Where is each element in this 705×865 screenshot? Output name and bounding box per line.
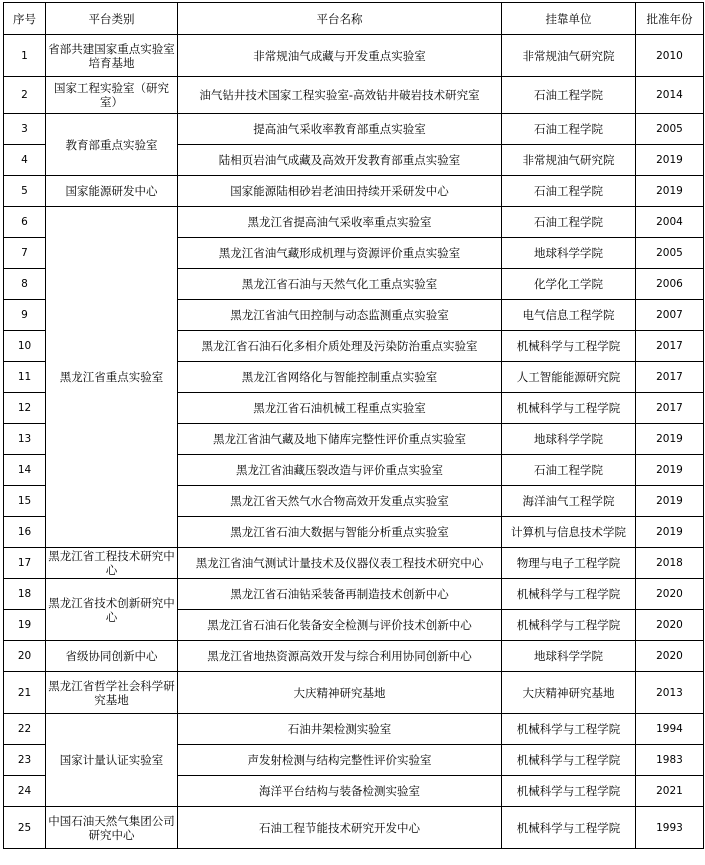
- platform-category: 黑龙江省技术创新研究中心: [46, 579, 178, 641]
- approval-year: 2007: [636, 300, 704, 331]
- platform-category: 黑龙江省重点实验室: [46, 207, 178, 548]
- platform-name: 黑龙江省石油石化装备安全检测与评价技术创新中心: [178, 610, 502, 641]
- table-row: [4, 714, 704, 745]
- platform-category: 省级协同创新中心: [46, 641, 178, 672]
- approval-year: 2014: [636, 77, 704, 114]
- table-row: [4, 207, 704, 238]
- platform-category: 省部共建国家重点实验室培育基地: [46, 35, 178, 77]
- row-number: 25: [4, 807, 46, 849]
- affiliated-unit: 石油工程学院: [502, 77, 636, 114]
- approval-year: 1994: [636, 714, 704, 745]
- affiliated-unit: 非常规油气研究院: [502, 35, 636, 77]
- affiliated-unit: 化学化工学院: [502, 269, 636, 300]
- approval-year: 2006: [636, 269, 704, 300]
- approval-year: 2017: [636, 362, 704, 393]
- row-number: 5: [4, 176, 46, 207]
- row-number: 22: [4, 714, 46, 745]
- affiliated-unit: 机械科学与工程学院: [502, 807, 636, 849]
- platform-name: 黑龙江省石油机械工程重点实验室: [178, 393, 502, 424]
- platform-category: 国家能源研发中心: [46, 176, 178, 207]
- table-row: [4, 35, 704, 77]
- row-number: 11: [4, 362, 46, 393]
- table-row: [4, 579, 704, 610]
- affiliated-unit: 非常规油气研究院: [502, 145, 636, 176]
- approval-year: 2019: [636, 424, 704, 455]
- row-number: 13: [4, 424, 46, 455]
- table-row: [4, 807, 704, 849]
- affiliated-unit: 石油工程学院: [502, 176, 636, 207]
- platform-name: 石油井架检测实验室: [178, 714, 502, 745]
- table-row: [4, 672, 704, 714]
- table-row: [4, 641, 704, 672]
- approval-year: 2019: [636, 517, 704, 548]
- affiliated-unit: 人工智能能源研究院: [502, 362, 636, 393]
- platform-name: 石油工程节能技术研究开发中心: [178, 807, 502, 849]
- row-number: 14: [4, 455, 46, 486]
- affiliated-unit: 物理与电子工程学院: [502, 548, 636, 579]
- approval-year: 1993: [636, 807, 704, 849]
- table-row: [4, 114, 704, 145]
- platform-category: 黑龙江省工程技术研究中心: [46, 548, 178, 579]
- row-number: 20: [4, 641, 46, 672]
- table-row: [4, 77, 704, 114]
- platform-name: 黑龙江省网络化与智能控制重点实验室: [178, 362, 502, 393]
- platform-name: 声发射检测与结构完整性评价实验室: [178, 745, 502, 776]
- affiliated-unit: 机械科学与工程学院: [502, 776, 636, 807]
- affiliated-unit: 地球科学学院: [502, 641, 636, 672]
- approval-year: 2010: [636, 35, 704, 77]
- row-number: 16: [4, 517, 46, 548]
- approval-year: 2019: [636, 145, 704, 176]
- affiliated-unit: 石油工程学院: [502, 207, 636, 238]
- affiliated-unit: 石油工程学院: [502, 114, 636, 145]
- platform-name: 黑龙江省油气藏及地下储库完整性评价重点实验室: [178, 424, 502, 455]
- affiliated-unit: 海洋油气工程学院: [502, 486, 636, 517]
- row-number: 7: [4, 238, 46, 269]
- platform-name: 陆相页岩油气成藏及高效开发教育部重点实验室: [178, 145, 502, 176]
- platform-name: 黑龙江省天然气水合物高效开发重点实验室: [178, 486, 502, 517]
- platform-name: 黑龙江省油气藏形成机理与资源评价重点实验室: [178, 238, 502, 269]
- approval-year: 2020: [636, 610, 704, 641]
- platform-name: 黑龙江省提高油气采收率重点实验室: [178, 207, 502, 238]
- affiliated-unit: 机械科学与工程学院: [502, 331, 636, 362]
- row-number: 6: [4, 207, 46, 238]
- row-number: 1: [4, 35, 46, 77]
- affiliated-unit: 机械科学与工程学院: [502, 714, 636, 745]
- approval-year: 2020: [636, 641, 704, 672]
- row-number: 4: [4, 145, 46, 176]
- row-number: 23: [4, 745, 46, 776]
- affiliated-unit: 石油工程学院: [502, 455, 636, 486]
- affiliated-unit: 地球科学学院: [502, 238, 636, 269]
- affiliated-unit: 机械科学与工程学院: [502, 393, 636, 424]
- approval-year: 2017: [636, 331, 704, 362]
- header-cell-year: 批准年份: [636, 3, 704, 35]
- platform-name: 黑龙江省石油石化多相介质处理及污染防治重点实验室: [178, 331, 502, 362]
- approval-year: 2019: [636, 486, 704, 517]
- approval-year: 2019: [636, 176, 704, 207]
- platform-name: 黑龙江省石油与天然气化工重点实验室: [178, 269, 502, 300]
- approval-year: 2020: [636, 579, 704, 610]
- row-number: 24: [4, 776, 46, 807]
- row-number: 9: [4, 300, 46, 331]
- header-cell-name: 平台名称: [178, 3, 502, 35]
- row-number: 19: [4, 610, 46, 641]
- approval-year: 2017: [636, 393, 704, 424]
- row-number: 10: [4, 331, 46, 362]
- platform-category: 教育部重点实验室: [46, 114, 178, 176]
- platform-name: 黑龙江省油气田控制与动态监测重点实验室: [178, 300, 502, 331]
- platform-name: 非常规油气成藏与开发重点实验室: [178, 35, 502, 77]
- platform-category: 国家计量认证实验室: [46, 714, 178, 807]
- affiliated-unit: 计算机与信息技术学院: [502, 517, 636, 548]
- row-number: 8: [4, 269, 46, 300]
- platform-name: 黑龙江省油藏压裂改造与评价重点实验室: [178, 455, 502, 486]
- approval-year: 2019: [636, 455, 704, 486]
- approval-year: 2018: [636, 548, 704, 579]
- header-cell-unit: 挂靠单位: [502, 3, 636, 35]
- approval-year: 1983: [636, 745, 704, 776]
- platform-name: 大庆精神研究基地: [178, 672, 502, 714]
- row-number: 21: [4, 672, 46, 714]
- affiliated-unit: 电气信息工程学院: [502, 300, 636, 331]
- affiliated-unit: 大庆精神研究基地: [502, 672, 636, 714]
- row-number: 12: [4, 393, 46, 424]
- platform-name: 黑龙江省石油大数据与智能分析重点实验室: [178, 517, 502, 548]
- approval-year: 2004: [636, 207, 704, 238]
- approval-year: 2005: [636, 114, 704, 145]
- approval-year: 2005: [636, 238, 704, 269]
- affiliated-unit: 机械科学与工程学院: [502, 610, 636, 641]
- table-row: [4, 176, 704, 207]
- platform-name: 国家能源陆相砂岩老油田持续开采研发中心: [178, 176, 502, 207]
- header-row: [4, 3, 704, 35]
- row-number: 18: [4, 579, 46, 610]
- row-number: 17: [4, 548, 46, 579]
- platform-name: 海洋平台结构与装备检测实验室: [178, 776, 502, 807]
- row-number: 2: [4, 77, 46, 114]
- affiliated-unit: 地球科学学院: [502, 424, 636, 455]
- header-cell-no: 序号: [4, 3, 46, 35]
- platform-name: 油气钻井技术国家工程实验室-高效钻井破岩技术研究室: [178, 77, 502, 114]
- platform-name: 黑龙江省石油钻采装备再制造技术创新中心: [178, 579, 502, 610]
- platform-category: 国家工程实验室（研究室）: [46, 77, 178, 114]
- platform-name: 黑龙江省油气测试计量技术及仪器仪表工程技术研究中心: [178, 548, 502, 579]
- platform-name: 黑龙江省地热资源高效开发与综合利用协同创新中心: [178, 641, 502, 672]
- platform-name: 提高油气采收率教育部重点实验室: [178, 114, 502, 145]
- platform-category: 中国石油天然气集团公司研究中心: [46, 807, 178, 849]
- table-body: [4, 35, 704, 849]
- row-number: 15: [4, 486, 46, 517]
- platform-table: [3, 2, 704, 849]
- header-cell-category: 平台类别: [46, 3, 178, 35]
- approval-year: 2021: [636, 776, 704, 807]
- affiliated-unit: 机械科学与工程学院: [502, 579, 636, 610]
- platform-category: 黑龙江省哲学社会科学研究基地: [46, 672, 178, 714]
- approval-year: 2013: [636, 672, 704, 714]
- row-number: 3: [4, 114, 46, 145]
- table-row: [4, 548, 704, 579]
- affiliated-unit: 机械科学与工程学院: [502, 745, 636, 776]
